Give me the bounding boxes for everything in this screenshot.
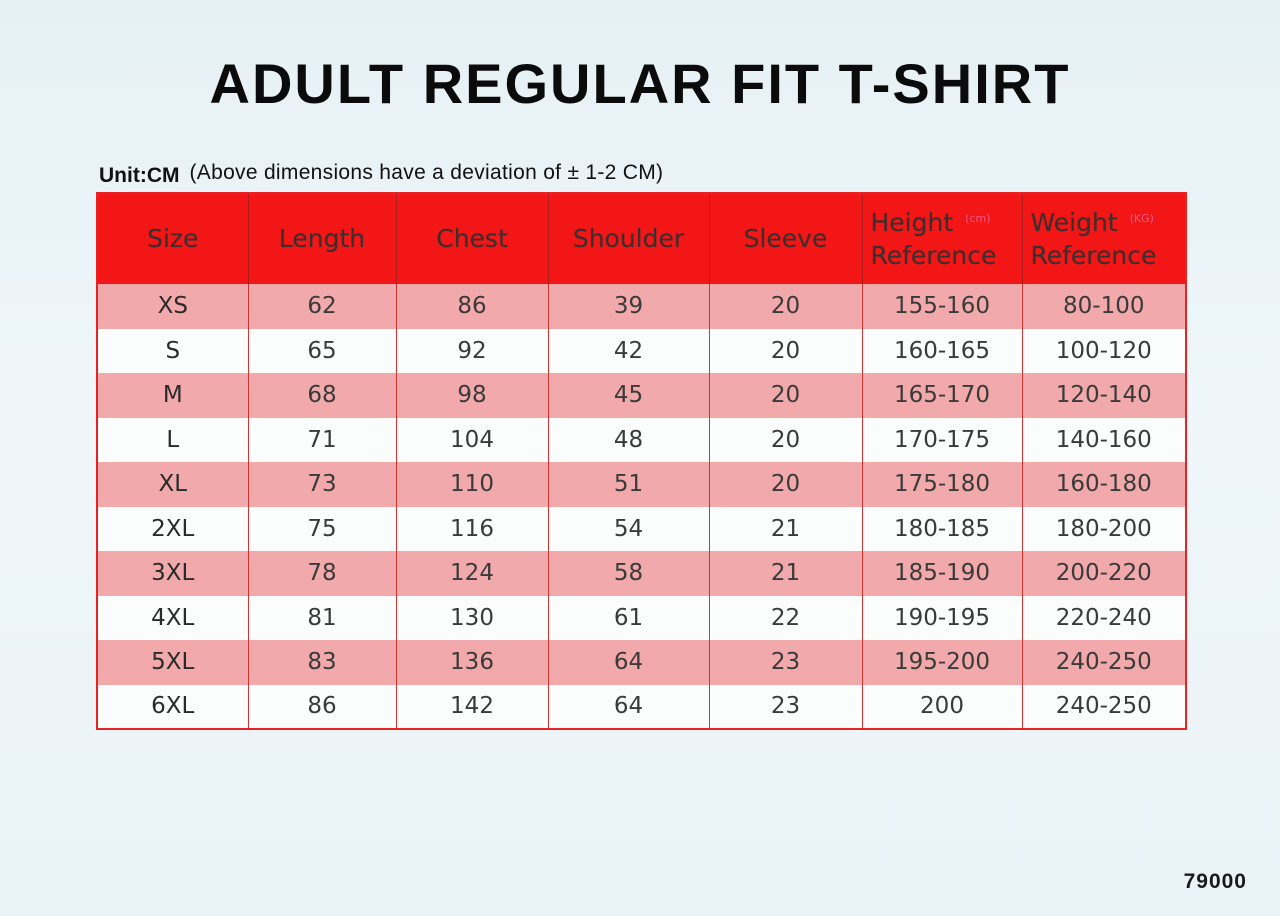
cell-chest: 92: [396, 329, 548, 374]
table-row: [97, 329, 1186, 374]
cell-size: S: [97, 329, 248, 374]
cell-chest: 110: [396, 462, 548, 507]
table-row: [97, 685, 1186, 730]
cell-shoulder: 51: [548, 462, 709, 507]
cell-sleeve: 20: [709, 329, 862, 374]
cell-sleeve: 20: [709, 418, 862, 463]
header-length: Length: [248, 193, 396, 284]
cell-shoulder: 45: [548, 373, 709, 418]
header-weight-reference: [1022, 193, 1186, 284]
header-size: Size: [97, 193, 248, 284]
table-row: [97, 507, 1186, 552]
cell-sleeve: 20: [709, 462, 862, 507]
cell-height-reference: 195-200: [862, 640, 1022, 685]
cell-length: 65: [248, 329, 396, 374]
header-height-label: Height: [870, 207, 954, 237]
header-shoulder: Shoulder: [548, 193, 709, 284]
cell-length: 62: [248, 284, 396, 329]
table-row: [97, 418, 1186, 463]
cell-size: L: [97, 418, 248, 463]
cell-sleeve: 22: [709, 596, 862, 641]
cell-chest: 86: [396, 284, 548, 329]
header-chest: Chest: [396, 193, 548, 284]
table-row: [97, 551, 1186, 596]
cell-length: 83: [248, 640, 396, 685]
cell-height-reference: 165-170: [862, 373, 1022, 418]
deviation-note: (Above dimensions have a deviation of ± 1-2 CM): [189, 161, 664, 184]
cell-height-reference: 175-180: [862, 462, 1022, 507]
cell-sleeve: 23: [709, 640, 862, 685]
cell-size: 2XL: [97, 507, 248, 552]
cell-sleeve: 20: [709, 373, 862, 418]
cell-size: M: [97, 373, 248, 418]
cell-size: 4XL: [97, 596, 248, 641]
cell-sleeve: 21: [709, 507, 862, 552]
header-weight-reference-label: Reference: [1030, 240, 1157, 270]
cell-size: XS: [97, 284, 248, 329]
cell-height-reference: 180-185: [862, 507, 1022, 552]
table-body: [97, 284, 1186, 729]
cell-shoulder: 64: [548, 685, 709, 730]
cell-weight-reference: 200-220: [1055, 560, 1152, 587]
table-row: [97, 373, 1186, 418]
header-sleeve: Sleeve: [709, 193, 862, 284]
cell-shoulder: 61: [548, 596, 709, 641]
cell-weight-reference: 80-100: [1063, 293, 1145, 320]
cell-shoulder: 39: [548, 284, 709, 329]
page-title: ADULT REGULAR FIT T-SHIRT: [209, 52, 1071, 115]
table-row: [97, 462, 1186, 507]
cell-sleeve: 21: [709, 551, 862, 596]
cell-height-reference: 160-165: [862, 329, 1022, 374]
cell-weight-reference: 240-250: [1055, 649, 1152, 676]
cell-chest: 116: [396, 507, 548, 552]
cell-weight-reference: 100-120: [1055, 337, 1152, 364]
product-code: 79000: [1183, 870, 1247, 893]
table-row: [97, 284, 1186, 329]
cell-weight-reference: 160-180: [1055, 471, 1152, 498]
cell-shoulder: 48: [548, 418, 709, 463]
cell-size: 6XL: [97, 685, 248, 730]
cell-chest: 124: [396, 551, 548, 596]
cell-height-reference: 190-195: [862, 596, 1022, 641]
cell-weight-reference: 180-200: [1055, 515, 1152, 542]
cell-chest: 142: [396, 685, 548, 730]
cell-height-reference: 155-160: [862, 284, 1022, 329]
cell-length: 81: [248, 596, 396, 641]
cell-chest: 104: [396, 418, 548, 463]
cell-length: 71: [248, 418, 396, 463]
cell-shoulder: 58: [548, 551, 709, 596]
cell-length: 86: [248, 685, 396, 730]
header-weight-unit: (KG): [1129, 211, 1154, 225]
table-row: [97, 596, 1186, 641]
size-chart-table: [96, 192, 1187, 730]
unit-label: Unit:CM: [99, 164, 180, 187]
cell-height-reference: 185-190: [862, 551, 1022, 596]
header-weight-label: Weight: [1030, 207, 1118, 237]
cell-size: XL: [97, 462, 248, 507]
cell-length: 73: [248, 462, 396, 507]
cell-chest: 98: [396, 373, 548, 418]
cell-size: 5XL: [97, 640, 248, 685]
unit-line: [99, 160, 663, 186]
cell-length: 75: [248, 507, 396, 552]
header-height-unit: (cm): [965, 211, 991, 225]
cell-height-reference: 170-175: [862, 418, 1022, 463]
cell-weight-reference: 120-140: [1055, 382, 1152, 409]
cell-weight-reference: 140-160: [1055, 426, 1152, 453]
header-height-reference-label: Reference: [870, 240, 997, 270]
table-row: [97, 640, 1186, 685]
cell-length: 68: [248, 373, 396, 418]
cell-sleeve: 20: [709, 284, 862, 329]
cell-sleeve: 23: [709, 685, 862, 730]
header-height-reference: [862, 193, 1022, 284]
cell-shoulder: 54: [548, 507, 709, 552]
cell-chest: 136: [396, 640, 548, 685]
cell-chest: 130: [396, 596, 548, 641]
header-row: [97, 193, 1186, 284]
cell-length: 78: [248, 551, 396, 596]
cell-height-reference: 200: [862, 685, 1022, 730]
cell-size: 3XL: [97, 551, 248, 596]
cell-weight-reference: 240-250: [1055, 693, 1152, 720]
cell-shoulder: 42: [548, 329, 709, 374]
cell-shoulder: 64: [548, 640, 709, 685]
cell-weight-reference: 220-240: [1055, 604, 1152, 631]
